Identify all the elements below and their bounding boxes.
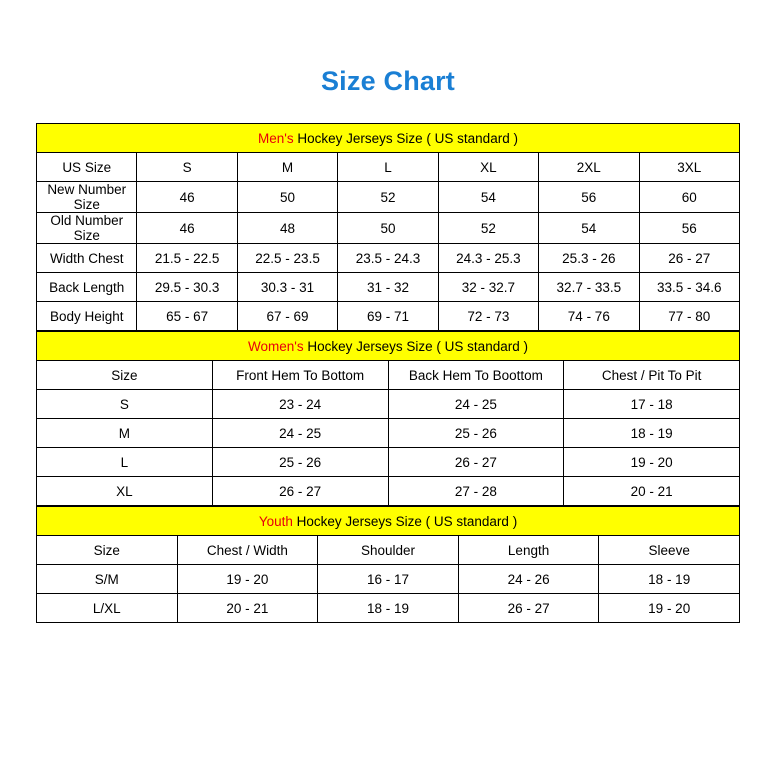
cell: 31 - 32 xyxy=(338,273,438,302)
mens-col-header: 2XL xyxy=(539,153,639,182)
womens-col-header: Size xyxy=(37,361,213,390)
mens-section-header-rest: Hockey Jerseys Size ( US standard ) xyxy=(293,130,518,146)
cell: 54 xyxy=(539,213,639,244)
youth-col-header: Chest / Width xyxy=(177,536,318,565)
cell: 29.5 - 30.3 xyxy=(137,273,237,302)
cell: 20 - 21 xyxy=(177,594,318,623)
mens-section-header-accent: Men's xyxy=(258,130,294,146)
mens-section-header-row xyxy=(37,124,740,153)
cell: 24 - 25 xyxy=(388,390,564,419)
cell: 20 - 21 xyxy=(564,477,740,506)
cell: 25 - 26 xyxy=(388,419,564,448)
cell: 18 - 19 xyxy=(564,419,740,448)
cell: 27 - 28 xyxy=(388,477,564,506)
row-label: M xyxy=(37,419,213,448)
cell: 19 - 20 xyxy=(599,594,740,623)
table-row xyxy=(37,419,740,448)
mens-col-header: US Size xyxy=(37,153,137,182)
page-title: Size Chart xyxy=(320,66,456,96)
womens-section-header-rest: Hockey Jerseys Size ( US standard ) xyxy=(303,338,528,354)
cell: 22.5 - 23.5 xyxy=(237,244,337,273)
youth-col-header: Length xyxy=(458,536,599,565)
cell: 48 xyxy=(237,213,337,244)
womens-section-header-accent: Women's xyxy=(248,338,304,354)
womens-section-header xyxy=(37,332,740,361)
cell: 24 - 26 xyxy=(458,565,599,594)
cell: 17 - 18 xyxy=(564,390,740,419)
cell: 26 - 27 xyxy=(388,448,564,477)
row-label: Back Length xyxy=(37,273,137,302)
row-label: L xyxy=(37,448,213,477)
mens-col-header: M xyxy=(237,153,337,182)
row-label: XL xyxy=(37,477,213,506)
youth-section-header-rest: Hockey Jerseys Size ( US standard ) xyxy=(292,513,518,529)
womens-col-header: Back Hem To Boottom xyxy=(388,361,564,390)
row-label: Old Number Size xyxy=(37,213,137,244)
table-row xyxy=(37,448,740,477)
row-label: L/XL xyxy=(37,594,178,623)
cell: 26 - 27 xyxy=(639,244,739,273)
womens-size-table xyxy=(36,331,740,506)
cell: 21.5 - 22.5 xyxy=(137,244,237,273)
youth-section-header xyxy=(37,507,740,536)
table-row xyxy=(37,477,740,506)
cell: 33.5 - 34.6 xyxy=(639,273,739,302)
youth-col-header: Sleeve xyxy=(599,536,740,565)
row-label: Width Chest xyxy=(37,244,137,273)
cell: 56 xyxy=(639,213,739,244)
cell: 69 - 71 xyxy=(338,302,438,331)
cell: 50 xyxy=(338,213,438,244)
row-label: Body Height xyxy=(37,302,137,331)
mens-col-header: XL xyxy=(438,153,538,182)
cell: 50 xyxy=(237,182,337,213)
cell: 65 - 67 xyxy=(137,302,237,331)
cell: 77 - 80 xyxy=(639,302,739,331)
youth-column-header-row xyxy=(37,536,740,565)
youth-section-header-row xyxy=(37,507,740,536)
womens-section-header-row xyxy=(37,332,740,361)
cell: 19 - 20 xyxy=(564,448,740,477)
row-label: New Number Size xyxy=(37,182,137,213)
cell: 56 xyxy=(539,182,639,213)
size-chart-page xyxy=(0,66,776,758)
cell: 24.3 - 25.3 xyxy=(438,244,538,273)
cell: 54 xyxy=(438,182,538,213)
cell: 18 - 19 xyxy=(599,565,740,594)
cell: 67 - 69 xyxy=(237,302,337,331)
cell: 46 xyxy=(137,182,237,213)
mens-size-table xyxy=(36,123,740,331)
table-row xyxy=(37,594,740,623)
womens-col-header: Chest / Pit To Pit xyxy=(564,361,740,390)
mens-col-header: 3XL xyxy=(639,153,739,182)
cell: 30.3 - 31 xyxy=(237,273,337,302)
cell: 60 xyxy=(639,182,739,213)
womens-column-header-row xyxy=(37,361,740,390)
table-row xyxy=(37,213,740,244)
womens-col-header: Front Hem To Bottom xyxy=(212,361,388,390)
mens-col-header: L xyxy=(338,153,438,182)
table-row xyxy=(37,273,740,302)
table-row xyxy=(37,565,740,594)
table-row xyxy=(37,244,740,273)
youth-section-header-accent: Youth xyxy=(258,513,293,529)
cell: 72 - 73 xyxy=(438,302,538,331)
row-label: S xyxy=(37,390,213,419)
youth-col-header: Size xyxy=(37,536,178,565)
cell: 26 - 27 xyxy=(212,477,388,506)
youth-col-header: Shoulder xyxy=(318,536,459,565)
table-row xyxy=(37,302,740,331)
cell: 25 - 26 xyxy=(212,448,388,477)
cell: 46 xyxy=(137,213,237,244)
table-row xyxy=(37,390,740,419)
mens-col-header: S xyxy=(137,153,237,182)
cell: 25.3 - 26 xyxy=(539,244,639,273)
row-label: S/M xyxy=(37,565,178,594)
cell: 18 - 19 xyxy=(318,594,459,623)
cell: 23 - 24 xyxy=(212,390,388,419)
mens-section-header xyxy=(37,124,740,153)
cell: 32.7 - 33.5 xyxy=(539,273,639,302)
cell: 16 - 17 xyxy=(318,565,459,594)
table-row xyxy=(37,182,740,213)
cell: 23.5 - 24.3 xyxy=(338,244,438,273)
cell: 26 - 27 xyxy=(458,594,599,623)
mens-column-header-row xyxy=(37,153,740,182)
cell: 19 - 20 xyxy=(177,565,318,594)
cell: 74 - 76 xyxy=(539,302,639,331)
cell: 24 - 25 xyxy=(212,419,388,448)
youth-size-table xyxy=(36,506,740,623)
tables-container xyxy=(36,123,740,623)
cell: 52 xyxy=(338,182,438,213)
cell: 32 - 32.7 xyxy=(438,273,538,302)
cell: 52 xyxy=(438,213,538,244)
